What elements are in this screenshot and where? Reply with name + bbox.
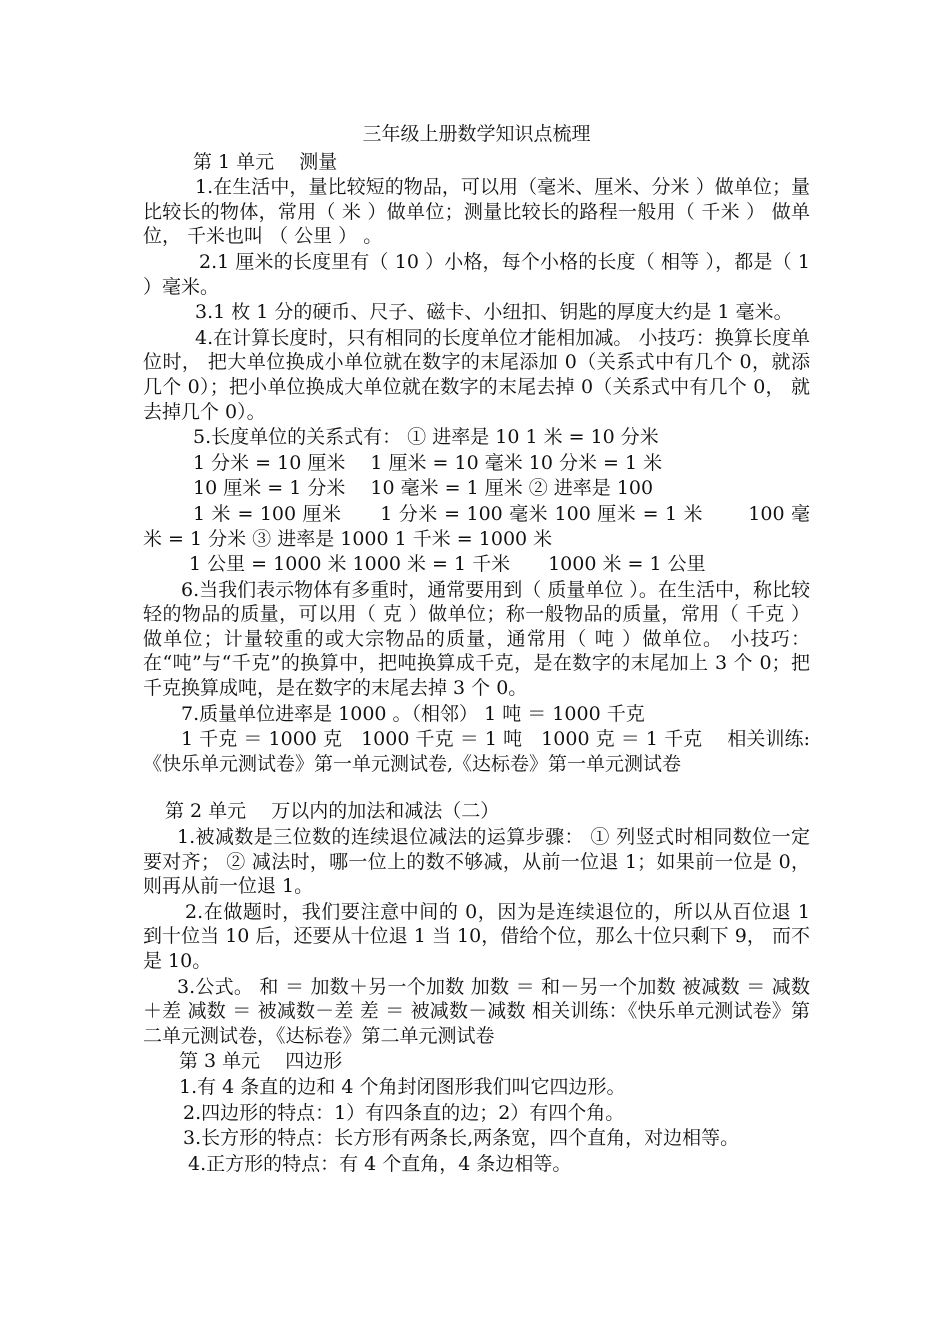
paragraph: 第 3 单元 四边形 (179, 1050, 343, 1073)
paragraph: 2.四边形的特点：1）有四条直的边；2）有四个角。 (183, 1101, 625, 1124)
paragraph: 4.在计算长度时，只有相同的长度单位才能相加减。 小技巧：换算长度单位时， 把大单位换成小单位就在数字的末尾添加 0（关系式中有几个 0，就添几个 0）；把小单位换成大单位就在数字的末尾去掉 0（关系式中有几个 0， 就去掉几个 0）。 (143, 326, 810, 423)
document-body (143, 150, 810, 1177)
paragraph: 第 2 单元 万以内的加法和减法（二） (165, 800, 500, 823)
paragraph: 1.在生活中，量比较短的物品，可以用（毫米、厘米、分米 ）做单位；量比较长的物体，常用（ 米 ）做单位；测量比较长的路程一般用（ 千米 ） 做单位， 千米也叫 （ 公里 ） 。 (143, 176, 810, 248)
paragraph: 第 1 单元 测量 (193, 150, 338, 173)
paragraph: 3.长方形的特点：长方形有两条长,两条宽，四个直角，对边相等。 (183, 1127, 740, 1150)
paragraph: 5.长度单位的关系式有： ① 进率是 10 1 米 = 10 分米 (193, 426, 659, 449)
paragraph: 6.当我们表示物体有多重时，通常要用到（ 质量单位 ）。在生活中，称比较轻的物品的质量，可以用（ 克 ）做单位；称一般物品的质量，常用（ 千克 ）做单位；计量较重的或大宗物品的质量，通常用（ 吨 ）做单位。 小技巧：在“吨”与“千克”的换算中，把吨换算成千克，是在数字的末尾加上 3 个 0；把千克换算成吨，是在数字的末尾去掉 3 个 0。 (143, 578, 810, 700)
paragraph: 1 米 = 100 厘米 1 分米 = 100 毫米 100 厘米 = 1 米 100 毫米 = 1 分米 ③ 进率是 1000 1 千米 = 1000 米 (143, 502, 810, 550)
paragraph: 1 公里 = 1000 米 1000 米 = 1 千米 1000 米 = 1 公里 (189, 553, 706, 576)
paragraph: 1 千克 ＝ 1000 克 1000 千克 ＝ 1 吨 1000 克 ＝ 1 千克 相关训练:《快乐单元测试卷》第一单元测试卷,《达标卷》第一单元测试卷 (143, 728, 810, 775)
paragraph: 7.质量单位进率是 1000 。（相邻） 1 吨 ＝ 1000 千克 (181, 702, 645, 725)
paragraph: 10 厘米 = 1 分米 10 毫米 = 1 厘米 ② 进率是 100 (193, 477, 654, 500)
paragraph: 1.有 4 条直的边和 4 个角封闭图形我们叫它四边形。 (179, 1075, 626, 1098)
paragraph: 2.在做题时，我们要注意中间的 0，因为是连续退位的，所以从百位退 1 到十位当 10 后，还要从十位退 1 当 10，借给个位，那么十位只剩下 9， 而不是 10。 (143, 900, 810, 972)
section-gap (143, 776, 810, 799)
paragraph: 3.1 枚 1 分的硬币、尺子、磁卡、小纽扣、钥匙的厚度大约是 1 毫米。 (195, 301, 793, 324)
paragraph: 4.正方形的特点：有 4 个直角，4 条边相等。 (188, 1152, 572, 1175)
paragraph: 1 分米 = 10 厘米 1 厘米 = 10 毫米 10 分米 = 1 米 (193, 451, 663, 474)
document-title: 三年级上册数学知识点梳理 (362, 123, 591, 145)
paragraph: 3.公式。 和 ＝ 加数＋另一个加数 加数 ＝ 和－另一个加数 被减数 ＝ 减数＋差 减数 ＝ 被减数－差 差 ＝ 被减数－减数 相关训练：《快乐单元测试卷》第二单元测试卷，《达标卷》第二单元测试卷 (143, 975, 810, 1047)
paragraph: 1.被减数是三位数的连续退位减法的运算步骤： ① 列竖式时相同数位一定要对齐； ② 减法时，哪一位上的数不够减，从前一位退 1；如果前一位是 0， 则再从前一位退 1。 (143, 826, 810, 898)
paragraph: 2.1 厘米的长度里有（ 10 ）小格，每个小格的长度（ 相等 ），都是（ 1 ）毫米。 (143, 250, 810, 298)
